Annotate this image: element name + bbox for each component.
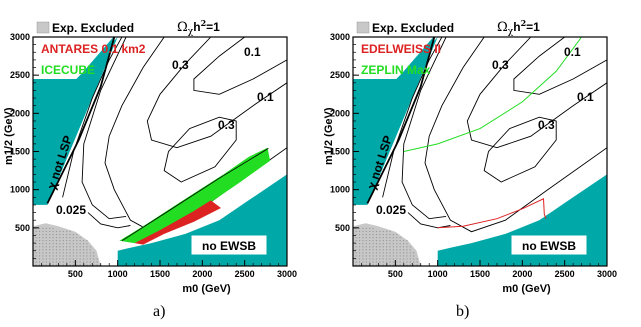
contour-label: 0.1 — [564, 45, 581, 59]
x-tick-label: 1500 — [149, 269, 171, 279]
omega-label: $\Omega_\chi h^2=1$ — [177, 18, 220, 37]
contour-label: 0.1 — [244, 45, 261, 59]
y-tick-label: 2000 — [9, 108, 30, 119]
y-axis-label: m1/2 (GeV) — [3, 107, 15, 165]
x-tick-label: 2000 — [192, 269, 213, 279]
excluded-region — [33, 223, 101, 266]
legend-excluded-swatch — [37, 22, 49, 33]
y-tick-label: 1000 — [9, 184, 30, 195]
contour-label: 0.025 — [56, 203, 87, 217]
x-tick-label: 2500 — [554, 269, 575, 279]
contour-0.025 — [408, 213, 450, 228]
chi-not-lsp-label: χ not LSP — [44, 133, 76, 191]
experiment-label-1: ANTARES 0.1 km2 — [41, 42, 146, 56]
omega-label: $\Omega_\chi h^2=1$ — [497, 18, 540, 37]
plot-area — [323, 18, 617, 295]
contour-label: 0.3 — [538, 118, 555, 132]
y-tick-label: 2500 — [329, 70, 350, 81]
x-tick-label: 2500 — [234, 269, 255, 279]
caption-b: b) — [456, 303, 470, 320]
contour-label: 0.3 — [218, 118, 235, 132]
experiment-label-2: ZEPLIN Max — [361, 63, 431, 77]
y-tick-label: 3000 — [9, 32, 30, 42]
caption-a: a) — [153, 303, 166, 320]
no-ewsb-label: no EWSB — [202, 239, 256, 253]
x-axis-label: m0 (GeV) — [182, 283, 231, 295]
y-tick-label: 2000 — [329, 108, 350, 119]
x-tick-label: 1000 — [107, 269, 128, 279]
legend-excluded-label: Exp. Excluded — [52, 21, 135, 35]
x-tick-label: 500 — [387, 269, 403, 279]
contour-label: 0.025 — [376, 203, 407, 217]
experiment-label-2: ICECUBE — [41, 63, 96, 77]
y-tick-label: 500 — [334, 222, 350, 233]
legend-excluded-swatch — [357, 22, 369, 33]
x-tick-label: 3000 — [596, 269, 618, 279]
x-tick-label: 1500 — [469, 269, 491, 279]
contour-0.025 — [88, 213, 130, 228]
contour-label: 0.1 — [577, 90, 594, 104]
experiment-label-1: EDELWEISS II — [361, 42, 442, 56]
x-tick-label: 1000 — [427, 269, 448, 279]
contour-0.3-ring — [194, 37, 287, 94]
y-tick-label: 2500 — [9, 70, 30, 81]
y-tick-label: 1500 — [329, 146, 350, 157]
panel-b — [320, 0, 640, 300]
y-tick-label: 1000 — [329, 184, 350, 195]
y-tick-label: 3000 — [329, 32, 350, 42]
chi-not-lsp-label: χ not LSP — [364, 133, 396, 191]
x-tick-label: 3000 — [276, 269, 298, 279]
x-tick-label: 2000 — [512, 269, 533, 279]
legend-excluded-label: Exp. Excluded — [372, 21, 455, 35]
y-tick-label: 500 — [14, 222, 30, 233]
plot-area — [3, 18, 297, 295]
contour-label: 0.3 — [172, 58, 189, 72]
y-axis-label: m1/2 (GeV) — [323, 107, 335, 165]
x-tick-label: 500 — [67, 269, 83, 279]
contour-label: 0.1 — [257, 90, 274, 104]
y-tick-label: 1500 — [9, 146, 30, 157]
x-axis-label: m0 (GeV) — [502, 283, 551, 295]
panel-a — [0, 0, 320, 300]
no-ewsb-label: no EWSB — [522, 239, 576, 253]
contour-label: 0.3 — [492, 58, 509, 72]
excluded-region — [353, 223, 421, 266]
